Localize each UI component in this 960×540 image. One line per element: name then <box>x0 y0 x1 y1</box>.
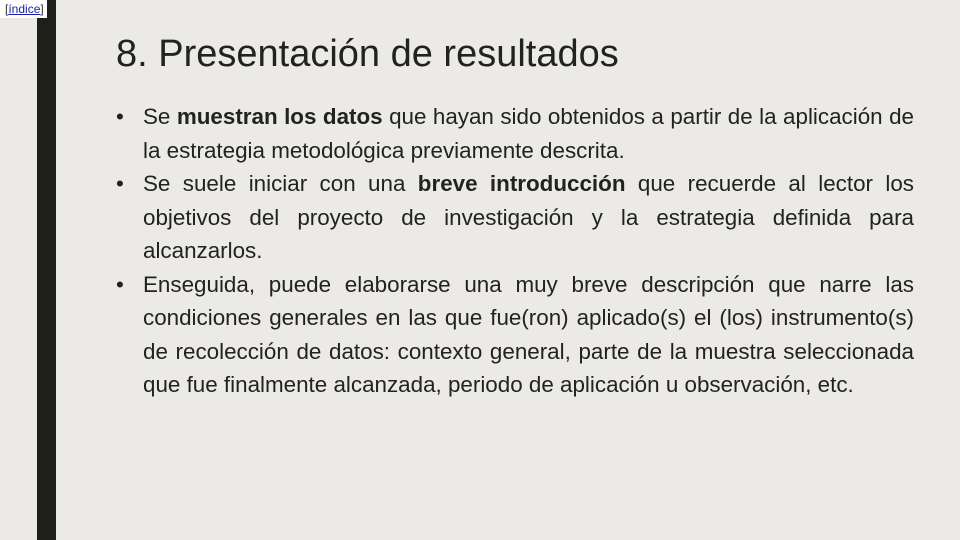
bullet-item-2 <box>116 167 914 268</box>
index-link-text[interactable]: índice <box>8 2 41 16</box>
bullet-text-pre: Se suele iniciar con una <box>143 171 418 196</box>
slide-title: 8. Presentación de resultados <box>116 33 619 75</box>
bullet-text-post: que hayan sido obtenidos a partir de la aplicación de la estrategia metodológica previamente descrita. <box>143 104 914 163</box>
bullet-text-pre: Se <box>143 104 177 129</box>
index-open-bracket: [ <box>5 2 9 16</box>
index-close-bracket: ] <box>40 2 44 16</box>
bullet-marker: • <box>116 271 124 297</box>
bullet-text: Enseguida, puede elaborarse una muy breve descripción que narre las condiciones generales en las que fue(ron) aplicado(s) el (los) instrumento(s) de recolección de datos: contexto general, parte de la muestra seleccionada que fue finalmente alcanzada, periodo de aplicación u observación, etc. <box>143 271 914 397</box>
bullet-text-bold: muestran los datos <box>176 104 383 129</box>
index-nav-link[interactable] <box>0 0 47 18</box>
bullet-item-3 <box>116 268 914 402</box>
bullet-marker: • <box>116 104 124 129</box>
bullet-list <box>116 100 914 402</box>
bullet-text-post: que recuerde al lector los objetivos del proyecto de investigación y la estrategia definida para alcanzarlos. <box>143 171 914 263</box>
bullet-marker: • <box>116 171 124 196</box>
bullet-text-bold: breve introducción <box>417 171 626 196</box>
bullet-item-1 <box>116 100 914 167</box>
decorative-left-bar <box>37 0 56 540</box>
